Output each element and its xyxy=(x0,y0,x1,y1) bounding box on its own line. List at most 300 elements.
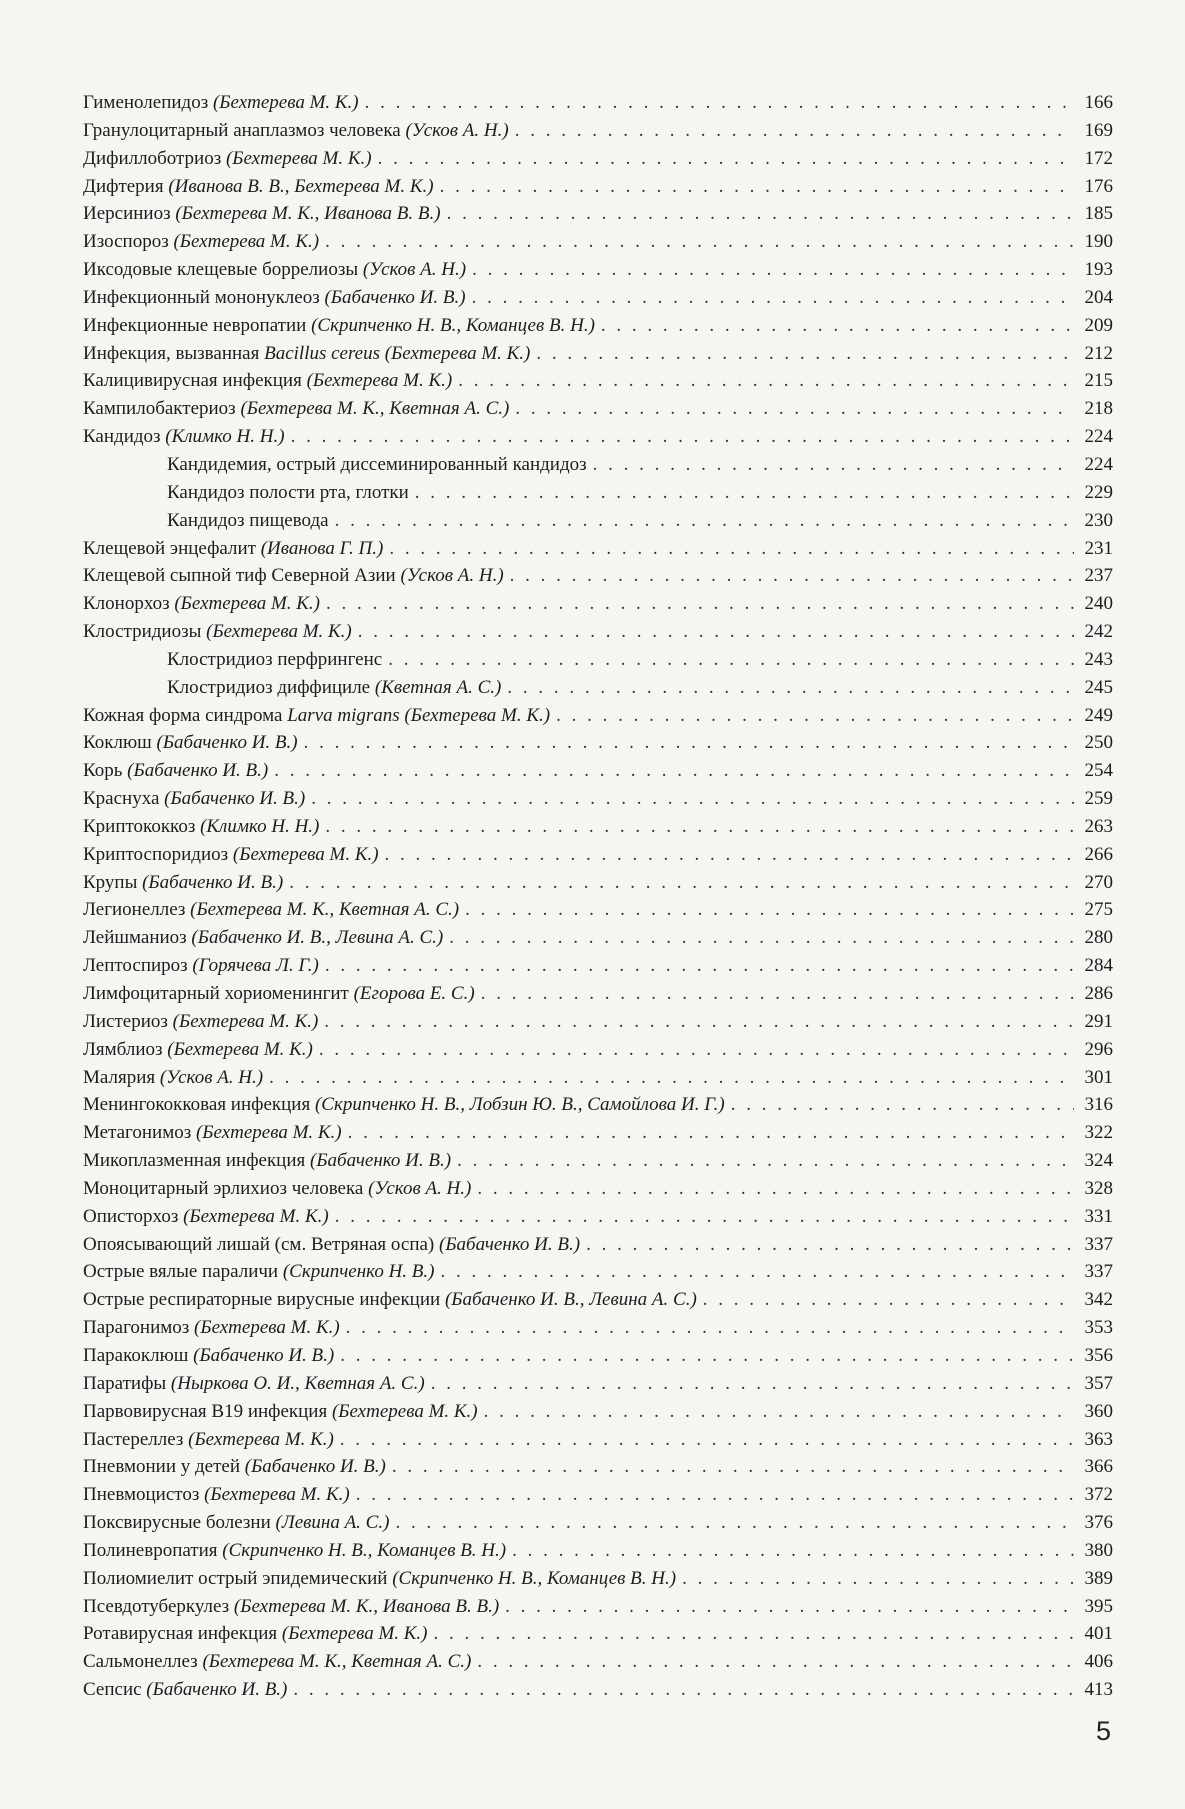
toc-entry xyxy=(83,117,1113,145)
toc-entry-author: (Бабаченко И. В.) xyxy=(142,871,284,893)
toc-entry-text xyxy=(83,618,352,646)
dot-leader xyxy=(378,145,1074,173)
toc-entry xyxy=(83,1620,1113,1648)
toc-entry-title: Иксодовые клещевые боррелиозы xyxy=(83,259,363,281)
toc-entry-title: Поксвирусные болезни xyxy=(83,1512,276,1534)
dot-leader xyxy=(365,89,1074,117)
toc-entry-title: Ротавирусная инфекция xyxy=(83,1623,282,1645)
toc-entry xyxy=(83,1648,1113,1676)
toc-entry-text xyxy=(83,395,509,423)
toc-entry-text xyxy=(83,423,285,451)
toc-page-number: 363 xyxy=(1084,1428,1113,1450)
toc-entry-author: (Бехтерева М. К.) xyxy=(225,147,372,169)
dot-leader xyxy=(449,924,1074,952)
toc-entry xyxy=(83,1453,1113,1481)
toc-page-number: 331 xyxy=(1084,1205,1113,1227)
dot-leader xyxy=(274,757,1074,785)
toc-entry-title: Кандидоз пищевода xyxy=(167,509,329,531)
toc-entry-text xyxy=(83,256,466,284)
toc-entry-author: (Ныркова О. И., Кветная А. С.) xyxy=(170,1372,425,1394)
toc-entry-author: (Бабаченко И. В., Левина А. С.) xyxy=(191,927,444,949)
toc-page-number: 193 xyxy=(1084,259,1113,281)
toc-entry-author: (Скрипченко Н. В.) xyxy=(282,1261,435,1283)
dot-leader xyxy=(289,869,1074,897)
toc-entry xyxy=(83,228,1113,256)
toc-entry-text xyxy=(83,1342,334,1370)
dot-leader xyxy=(304,729,1074,757)
toc-page-number: 413 xyxy=(1084,1679,1113,1701)
toc-entry-text xyxy=(83,924,443,952)
toc-page-number: 366 xyxy=(1084,1456,1113,1478)
toc-entry-text xyxy=(83,1426,334,1454)
toc-entry-author: (Скрипченко Н. В., Команцев В. Н.) xyxy=(311,314,595,336)
dot-leader xyxy=(340,1426,1074,1454)
dot-leader xyxy=(472,256,1074,284)
toc-subentry xyxy=(83,507,1113,535)
toc-entry-title: Паратифы xyxy=(83,1372,171,1394)
toc-entry-author: (Бехтерева М. К., Кветная А. С.) xyxy=(202,1651,472,1673)
toc-entry xyxy=(83,1398,1113,1426)
toc-entry-title: Инфекция, вызванная xyxy=(83,342,265,364)
toc-entry xyxy=(83,145,1113,173)
toc-entry xyxy=(83,841,1113,869)
toc-entry-title: Инфекционный мононуклеоз xyxy=(83,286,325,308)
dot-leader xyxy=(319,1036,1074,1064)
toc-entry xyxy=(83,1565,1113,1593)
toc-entry-text xyxy=(83,117,509,145)
toc-page-number: 243 xyxy=(1084,648,1113,670)
toc-entry-text xyxy=(83,1565,676,1593)
toc-entry-text xyxy=(83,1175,471,1203)
dot-leader xyxy=(484,1398,1074,1426)
toc-entry xyxy=(83,1481,1113,1509)
toc-entry xyxy=(83,1537,1113,1565)
toc-entry xyxy=(83,1509,1113,1537)
toc-entry-author: (Бабаченко И. В.) xyxy=(127,760,269,782)
dot-leader xyxy=(335,507,1074,535)
toc-page-number: 360 xyxy=(1084,1400,1113,1422)
toc-entry-author: (Бехтерева М. К.) xyxy=(281,1623,428,1645)
toc-entry-author: (Бехтерева М. К.) xyxy=(183,1205,329,1227)
toc-entry-title: Гименолепидоз xyxy=(83,92,213,113)
toc-entry-title: Дифиллоботриоз xyxy=(83,147,226,169)
dot-leader xyxy=(326,590,1074,618)
toc-page-number: 190 xyxy=(1084,231,1113,253)
toc-entry-text xyxy=(83,590,320,618)
toc-entry-text xyxy=(83,200,441,228)
toc-entry xyxy=(83,312,1113,340)
toc-entry-text xyxy=(83,1648,471,1676)
toc-entry-title: Пневмоцистоз xyxy=(83,1484,205,1506)
toc-page-number: 286 xyxy=(1084,983,1113,1004)
toc-entry-text xyxy=(83,284,466,312)
toc-entry-title: Полиомиелит острый эпидемический xyxy=(83,1567,393,1589)
toc-page-number: 250 xyxy=(1084,732,1113,754)
dot-leader xyxy=(291,423,1074,451)
toc-page-number: 291 xyxy=(1084,1010,1113,1032)
toc-entry xyxy=(83,785,1113,813)
dot-leader xyxy=(325,813,1074,841)
dot-leader xyxy=(356,1481,1074,1509)
toc-entry xyxy=(83,952,1113,980)
dot-leader xyxy=(593,451,1074,479)
toc-entry-author: (Бехтерева М. К.) xyxy=(174,593,320,615)
toc-page-number: 249 xyxy=(1084,704,1113,726)
toc-entry-author: (Бехтерева М. К.) xyxy=(206,621,352,643)
toc-entry-text xyxy=(83,869,283,897)
dot-leader xyxy=(346,1314,1074,1342)
toc-entry-text xyxy=(167,479,409,507)
toc-entry-text xyxy=(167,646,382,674)
dot-leader xyxy=(389,535,1074,563)
toc-entry-title: Микоплазменная инфекция xyxy=(83,1150,310,1172)
toc-page-number: 240 xyxy=(1084,593,1113,615)
toc-entry-title: Лямблиоз xyxy=(83,1038,168,1060)
toc-entry-text xyxy=(83,1258,435,1286)
toc-entry-text xyxy=(83,340,530,368)
dot-leader xyxy=(703,1286,1074,1314)
toc-entry-author: (Егорова Е. С.) xyxy=(353,983,475,1004)
toc-page-number: 237 xyxy=(1084,565,1113,587)
toc-entry-author: (Бехтерева М. К.) xyxy=(306,370,453,392)
toc-entry xyxy=(83,89,1113,117)
dot-leader xyxy=(477,1648,1074,1676)
toc-entry-text xyxy=(83,1286,697,1314)
toc-page-number: 245 xyxy=(1084,676,1113,698)
toc-entry-title: Пастереллез xyxy=(83,1428,189,1450)
toc-page-number: 301 xyxy=(1084,1066,1113,1088)
dot-leader xyxy=(458,367,1074,395)
toc-entry xyxy=(83,1286,1113,1314)
dot-leader xyxy=(431,1370,1074,1398)
toc-entry-title: Паракоклюш xyxy=(83,1344,194,1366)
dot-leader xyxy=(505,1593,1074,1621)
dot-leader xyxy=(325,952,1074,980)
dot-leader xyxy=(335,1203,1074,1231)
toc-page-number: 266 xyxy=(1084,843,1113,865)
toc-entry-text xyxy=(83,813,319,841)
toc-entry-author: (Иванова В. В., Бехтерева М. К.) xyxy=(168,175,434,197)
toc-page-number: 185 xyxy=(1084,203,1113,225)
toc-entry-title: Клонорхоз xyxy=(83,593,175,615)
toc-entry-author: (Бехтерева М. К.) xyxy=(384,342,531,364)
dot-leader xyxy=(586,1231,1074,1259)
toc-entry-author: (Кветная А. С.) xyxy=(374,676,502,698)
toc-entry xyxy=(83,1203,1113,1231)
dot-leader xyxy=(440,173,1074,201)
toc-entry-text xyxy=(83,1091,725,1119)
toc-entry xyxy=(83,896,1113,924)
toc-entry xyxy=(83,618,1113,646)
toc-entry-text xyxy=(83,562,504,590)
toc-entry-text xyxy=(83,896,459,924)
toc-entry-text xyxy=(83,757,268,785)
toc-page-number: 263 xyxy=(1084,815,1113,837)
toc-page-number: 296 xyxy=(1084,1038,1113,1060)
dot-leader xyxy=(515,117,1074,145)
toc-page-number: 356 xyxy=(1084,1344,1113,1366)
toc-entry-title: Крупы xyxy=(83,871,143,893)
toc-entry-author: (Бехтерева М. К.) xyxy=(173,231,320,253)
toc-entry xyxy=(83,1314,1113,1342)
toc-entry-title: Кандидоз полости рта, глотки xyxy=(167,481,409,503)
toc-entry-author: (Бабаченко И. В.) xyxy=(146,1679,288,1701)
toc-entry-text xyxy=(83,1537,506,1565)
toc-subentry xyxy=(83,646,1113,674)
dot-leader xyxy=(434,1620,1074,1648)
toc-entry xyxy=(83,423,1113,451)
toc-entry-author: (Бехтерева М. К.) xyxy=(195,1122,342,1144)
toc-entry-author: (Скрипченко Н. В., Команцев В. Н.) xyxy=(222,1539,507,1561)
toc-entry xyxy=(83,1426,1113,1454)
toc-entry-title: Краснуха xyxy=(83,788,165,810)
toc-entry-title: Клостридиозы xyxy=(83,621,207,643)
toc-entry-title: Корь xyxy=(83,760,128,782)
toc-page-number: 284 xyxy=(1084,955,1113,977)
toc-entry xyxy=(83,256,1113,284)
toc-entry-title: Легионеллез xyxy=(83,899,191,921)
toc-entry-title: Иерсиниоз xyxy=(83,203,176,225)
toc-entry-author: (Бехтерева М. К.) xyxy=(331,1400,478,1422)
toc-entry xyxy=(83,1008,1113,1036)
dot-leader xyxy=(293,1676,1074,1704)
toc-page-number: 176 xyxy=(1084,175,1113,197)
toc-page-number: 328 xyxy=(1084,1177,1113,1199)
toc-entry xyxy=(83,1064,1113,1092)
dot-leader xyxy=(510,562,1074,590)
toc-entry-text xyxy=(83,1147,451,1175)
toc-entry xyxy=(83,367,1113,395)
toc-subentry xyxy=(83,674,1113,702)
toc-entry-text xyxy=(167,451,587,479)
toc-entry-text xyxy=(83,1593,499,1621)
toc-entry-title: Парвовирусная В19 инфекция xyxy=(83,1400,332,1422)
dot-leader xyxy=(447,200,1074,228)
toc-entry-author: (Бехтерева М. К.) xyxy=(404,704,551,726)
toc-entry-author: (Бабаченко И. В.) xyxy=(164,788,306,810)
toc-entry-author: (Бехтерева М. К., Кветная А. С.) xyxy=(190,899,460,921)
toc-entry-title: Сепсис xyxy=(83,1679,147,1701)
toc-entry-title: Клещевой энцефалит xyxy=(83,537,261,559)
toc-entry xyxy=(83,284,1113,312)
dot-leader xyxy=(392,1453,1074,1481)
toc-entry-text xyxy=(83,1509,389,1537)
toc-entry-author: (Бехтерева М. К.) xyxy=(212,92,359,113)
dot-leader xyxy=(358,618,1074,646)
toc-entry-title: Кожная форма синдрома xyxy=(83,704,288,726)
toc-entry-author: (Бехтерева М. К.) xyxy=(172,1010,319,1032)
toc-entry xyxy=(83,562,1113,590)
toc-entry xyxy=(83,1258,1113,1286)
toc-entry-author: (Усков А. Н.) xyxy=(405,119,509,141)
toc-entry-author: (Бехтерева М. К.) xyxy=(188,1428,334,1450)
toc-entry-text xyxy=(83,980,475,1008)
toc-page-number: 324 xyxy=(1084,1150,1113,1172)
toc-entry xyxy=(83,729,1113,757)
toc-page-number: 166 xyxy=(1084,92,1113,113)
toc-entry-author: (Бехтерева М. К., Иванова В. В.) xyxy=(233,1595,500,1617)
toc-entry-author: (Климко Н. Н.) xyxy=(200,815,320,837)
dot-leader xyxy=(311,785,1074,813)
dot-leader xyxy=(536,340,1074,368)
toc-entry-text xyxy=(83,312,595,340)
toc-page-number: 376 xyxy=(1084,1512,1113,1534)
toc-page-number: 204 xyxy=(1084,286,1113,308)
toc-entry-text xyxy=(83,145,372,173)
toc-entry-title: Лептоспироз xyxy=(83,955,193,977)
toc-entry-author: (Иванова Г. П.) xyxy=(260,537,384,559)
toc-entry-author: (Усков А. Н.) xyxy=(400,565,504,587)
toc-page-number: 389 xyxy=(1084,1567,1113,1589)
dot-leader xyxy=(385,841,1074,869)
toc-entry-text xyxy=(83,1203,329,1231)
toc-entry-text xyxy=(83,367,452,395)
toc-page-number: 215 xyxy=(1084,370,1113,392)
toc-entry-title: Инфекционные невропатии xyxy=(83,314,312,336)
toc-page-number: 230 xyxy=(1084,509,1113,531)
toc-entry xyxy=(83,200,1113,228)
toc-entry-author: (Скрипченко Н. В., Лобзин Ю. В., Самойлова И. Г.) xyxy=(314,1094,725,1116)
dot-leader xyxy=(556,702,1074,730)
toc-entry-title: Кампилобактериоз xyxy=(83,398,241,420)
toc-entry-title-latin: Bacillus cereus xyxy=(264,342,380,364)
toc-entry-text xyxy=(83,1314,340,1342)
dot-leader xyxy=(465,896,1074,924)
dot-leader xyxy=(682,1565,1074,1593)
toc-entry xyxy=(83,702,1113,730)
toc-entry-text xyxy=(83,1676,287,1704)
toc-entry xyxy=(83,535,1113,563)
toc-subentry xyxy=(83,479,1113,507)
toc-entry-title: Изоспороз xyxy=(83,231,174,253)
toc-entry-text xyxy=(83,1231,580,1259)
dot-leader xyxy=(507,674,1074,702)
toc-entry-text xyxy=(83,729,298,757)
dot-leader xyxy=(477,1175,1074,1203)
toc-entry-author: (Бабаченко И. В.) xyxy=(244,1456,386,1478)
dot-leader xyxy=(441,1258,1075,1286)
toc-entry-title: Лейшманиоз xyxy=(83,927,192,949)
toc-entry-text xyxy=(167,674,501,702)
toc-page-number: 337 xyxy=(1084,1261,1113,1283)
toc-entry xyxy=(83,924,1113,952)
dot-leader xyxy=(472,284,1074,312)
toc-entry xyxy=(83,980,1113,1008)
toc-entry-author: (Бабаченко И. В.) xyxy=(324,286,466,308)
toc-entry xyxy=(83,1119,1113,1147)
toc-entry-title: Сальмонеллез xyxy=(83,1651,203,1673)
toc-entry-author: (Бехтерева М. К.) xyxy=(204,1484,350,1506)
toc-entry-author: (Усков А. Н.) xyxy=(362,259,467,281)
dot-leader xyxy=(731,1091,1074,1119)
toc-entry-text xyxy=(83,228,319,256)
toc-entry-text xyxy=(83,952,319,980)
toc-entry-text xyxy=(83,1064,263,1092)
toc-entry-text xyxy=(83,841,379,869)
toc-entry-author: (Бабаченко И. В., Левина А. С.) xyxy=(444,1289,697,1311)
toc-entry-text xyxy=(83,535,383,563)
toc-entry-title: Острые респираторные вирусные инфекции xyxy=(83,1289,445,1311)
toc-page-number: 357 xyxy=(1084,1372,1113,1394)
toc-page-number: 172 xyxy=(1084,147,1113,169)
toc-entry-title: Лимфоцитарный хориоменингит xyxy=(83,983,354,1004)
toc-entry-text xyxy=(83,173,434,201)
toc-entry xyxy=(83,340,1113,368)
toc-entry-author: (Бехтерева М. К., Иванова В. В.) xyxy=(175,203,441,225)
toc-entry-author: (Бабаченко И. В.) xyxy=(156,732,298,754)
toc-entry-title: Полиневропатия xyxy=(83,1539,223,1561)
toc-entry-text xyxy=(83,1620,428,1648)
table-of-contents xyxy=(83,89,1113,1704)
toc-page-number: 380 xyxy=(1084,1539,1113,1561)
toc-entry-author: (Скрипченко Н. В., Команцев В. Н.) xyxy=(392,1567,677,1589)
toc-entry-text xyxy=(83,1370,425,1398)
toc-entry-author: (Бабаченко И. В.) xyxy=(310,1150,452,1172)
toc-entry xyxy=(83,1147,1113,1175)
toc-page-number: 231 xyxy=(1084,537,1113,559)
dot-leader xyxy=(601,312,1074,340)
toc-entry-title: Пневмонии у детей xyxy=(83,1456,245,1478)
toc-page-number: 401 xyxy=(1084,1623,1113,1645)
toc-page-number: 406 xyxy=(1084,1651,1113,1673)
toc-entry-text xyxy=(83,89,359,117)
toc-entry-text xyxy=(83,1008,318,1036)
toc-entry-author: (Левина А. С.) xyxy=(275,1512,390,1534)
toc-entry-text xyxy=(83,1398,478,1426)
toc-entry-title: Гранулоцитарный анаплазмоз человека xyxy=(83,119,406,141)
dot-leader xyxy=(348,1119,1074,1147)
toc-entry-author: (Горячева Л. Г.) xyxy=(192,955,319,977)
toc-page-number: 353 xyxy=(1084,1317,1113,1339)
toc-entry xyxy=(83,395,1113,423)
toc-entry-title: Листериоз xyxy=(83,1010,173,1032)
toc-entry-title: Описторхоз xyxy=(83,1205,184,1227)
toc-entry xyxy=(83,1036,1113,1064)
toc-entry-title: Метагонимоз xyxy=(83,1122,196,1144)
toc-page-number: 254 xyxy=(1084,760,1113,782)
toc-entry-text xyxy=(83,1119,342,1147)
toc-page-number: 169 xyxy=(1084,119,1113,141)
toc-page-number: 270 xyxy=(1084,871,1113,893)
toc-entry-title: Малярия xyxy=(83,1066,160,1088)
toc-entry-author: (Бехтерева М. К.) xyxy=(167,1038,313,1060)
toc-entry-author: (Бехтерева М. К., Кветная А. С.) xyxy=(240,398,510,420)
toc-page-number: 242 xyxy=(1084,621,1113,643)
toc-entry-text xyxy=(167,507,329,535)
toc-entry-title: Криптоспоридиоз xyxy=(83,843,233,865)
toc-entry-title: Дифтерия xyxy=(83,175,169,197)
toc-entry-title: Клостридиоз диффициле xyxy=(167,676,375,698)
toc-entry-title: Менингококковая инфекция xyxy=(83,1094,315,1116)
toc-page-number: 209 xyxy=(1084,314,1113,336)
toc-entry-title: Моноцитарный эрлихиоз человека xyxy=(83,1177,369,1199)
toc-page-number: 395 xyxy=(1084,1595,1113,1617)
toc-subentry xyxy=(83,451,1113,479)
toc-entry-author: (Бехтерева М. К.) xyxy=(194,1317,340,1339)
toc-entry xyxy=(83,1175,1113,1203)
dot-leader xyxy=(388,646,1074,674)
toc-entry-title: Кандидоз xyxy=(83,426,166,448)
toc-entry-title: Клостридиоз перфрингенс xyxy=(167,648,383,670)
dot-leader xyxy=(481,980,1074,1008)
dot-leader xyxy=(324,1008,1074,1036)
dot-leader xyxy=(515,395,1074,423)
toc-entry-text xyxy=(83,1481,350,1509)
toc-entry-title: Коклюш xyxy=(83,732,157,754)
page-number: 5 xyxy=(1095,1716,1111,1746)
dot-leader xyxy=(512,1537,1074,1565)
dot-leader xyxy=(395,1509,1074,1537)
